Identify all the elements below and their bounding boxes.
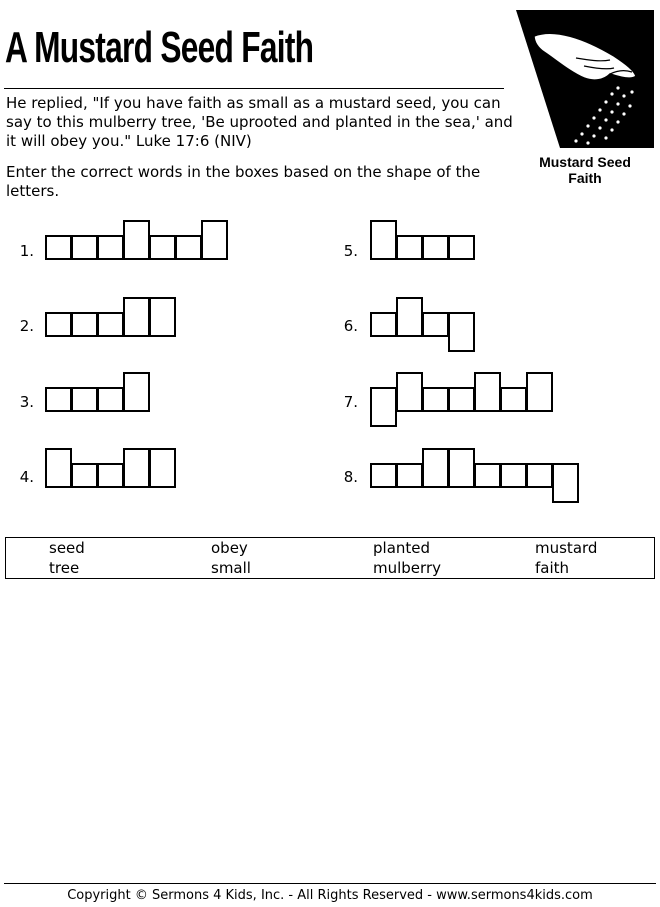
word-bank-item: small bbox=[211, 559, 251, 577]
letter-box[interactable] bbox=[552, 463, 579, 503]
letter-box[interactable] bbox=[45, 387, 72, 412]
letter-box[interactable] bbox=[123, 372, 150, 412]
letter-box[interactable] bbox=[97, 235, 124, 260]
puzzle-number: 5. bbox=[343, 242, 358, 260]
word-bank-item: faith bbox=[535, 559, 570, 577]
letter-box[interactable] bbox=[97, 387, 124, 412]
letter-box[interactable] bbox=[123, 220, 150, 260]
letter-box[interactable] bbox=[422, 387, 449, 412]
letter-box[interactable] bbox=[448, 448, 475, 488]
letter-box[interactable] bbox=[500, 463, 527, 488]
puzzle-number: 4. bbox=[19, 468, 34, 486]
letter-box[interactable] bbox=[448, 235, 475, 260]
letter-box[interactable] bbox=[71, 312, 98, 337]
letter-box[interactable] bbox=[370, 220, 397, 260]
letter-box[interactable] bbox=[370, 387, 397, 427]
letter-box[interactable] bbox=[526, 463, 553, 488]
letter-box[interactable] bbox=[201, 220, 228, 260]
logo-caption-line2: Faith bbox=[568, 170, 602, 186]
letter-box[interactable] bbox=[396, 235, 423, 260]
instructions: Enter the correct words in the boxes based on the shape of the letters. bbox=[6, 163, 481, 200]
letter-box[interactable] bbox=[448, 312, 475, 352]
word-bank-item: seed bbox=[49, 539, 85, 557]
word-bank-item: mustard bbox=[535, 539, 598, 557]
bible-verse: He replied, "If you have faith as small as a mustard seed, you can say to this mulberry tree, 'Be uprooted and planted in the sea,' and it will obey you." Luke 17:6 (NIV) bbox=[6, 94, 513, 150]
puzzle-number: 6. bbox=[343, 317, 358, 335]
letter-box[interactable] bbox=[370, 463, 397, 488]
letter-box[interactable] bbox=[422, 448, 449, 488]
letter-box[interactable] bbox=[71, 387, 98, 412]
letter-box[interactable] bbox=[422, 312, 449, 337]
letter-box[interactable] bbox=[396, 463, 423, 488]
word-bank-item: obey bbox=[211, 539, 248, 557]
word-bank-item: mulberry bbox=[373, 559, 441, 577]
letter-box[interactable] bbox=[71, 235, 98, 260]
letter-box[interactable] bbox=[97, 463, 124, 488]
title-divider bbox=[4, 88, 504, 89]
letter-box[interactable] bbox=[45, 448, 72, 488]
letter-box[interactable] bbox=[175, 235, 202, 260]
letter-box[interactable] bbox=[474, 372, 501, 412]
copyright-footer: Copyright © Sermons 4 Kids, Inc. - All Rights Reserved - www.sermons4kids.com bbox=[67, 888, 593, 903]
letter-box[interactable] bbox=[149, 448, 176, 488]
logo-caption-line1: Mustard Seed bbox=[539, 154, 631, 170]
letter-box[interactable] bbox=[448, 387, 475, 412]
puzzle-number: 2. bbox=[19, 317, 34, 335]
puzzle-number: 3. bbox=[19, 393, 34, 411]
letter-box[interactable] bbox=[422, 235, 449, 260]
letter-box[interactable] bbox=[71, 463, 98, 488]
letter-box[interactable] bbox=[97, 312, 124, 337]
letter-box[interactable] bbox=[149, 297, 176, 337]
letter-box[interactable] bbox=[500, 387, 527, 412]
letter-box[interactable] bbox=[123, 448, 150, 488]
puzzle-number: 8. bbox=[343, 468, 358, 486]
letter-box[interactable] bbox=[526, 372, 553, 412]
letter-box[interactable] bbox=[396, 297, 423, 337]
puzzle-number: 1. bbox=[19, 242, 34, 260]
letter-box[interactable] bbox=[45, 235, 72, 260]
letter-box[interactable] bbox=[370, 312, 397, 337]
page-title: A Mustard Seed Faith bbox=[5, 23, 314, 72]
letter-box[interactable] bbox=[396, 372, 423, 412]
letter-box[interactable] bbox=[45, 312, 72, 337]
word-bank-item: planted bbox=[373, 539, 431, 557]
word-bank bbox=[5, 537, 655, 579]
puzzle-number: 7. bbox=[343, 393, 358, 411]
logo-caption bbox=[514, 154, 656, 186]
footer-divider bbox=[4, 883, 656, 884]
word-bank-item: tree bbox=[49, 559, 80, 577]
letter-box[interactable] bbox=[123, 297, 150, 337]
letter-box[interactable] bbox=[474, 463, 501, 488]
letter-box[interactable] bbox=[149, 235, 176, 260]
